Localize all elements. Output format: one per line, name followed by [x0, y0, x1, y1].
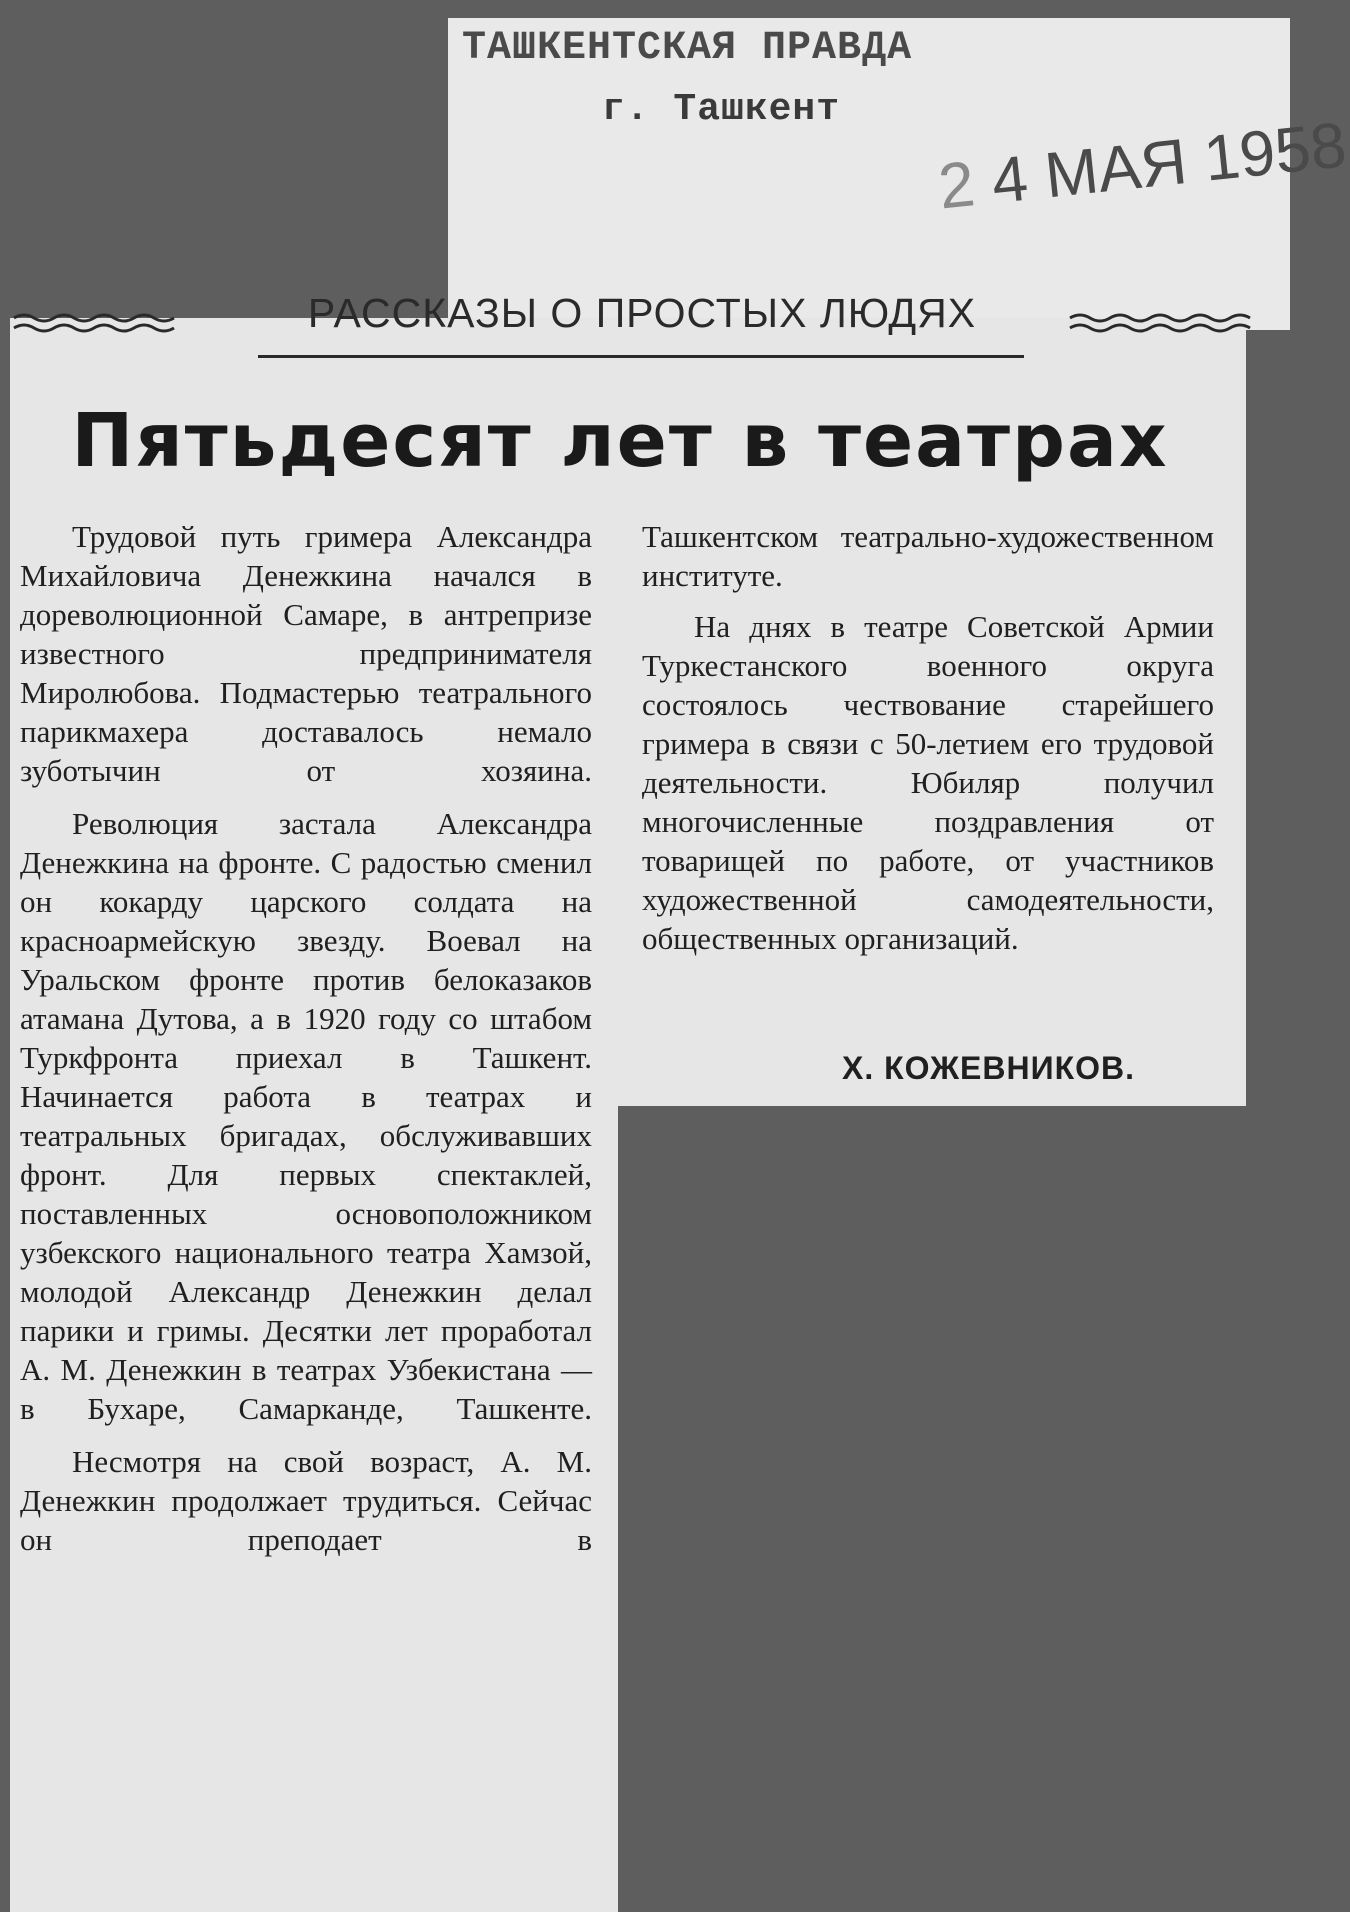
date-stamp-date: 4 МАЯ 1958 [988, 108, 1350, 218]
paragraph-1: Трудовой путь гримера Александра Михайловича Денежкина начался в дореволюционной Самаре, в антрепризе известного предпринимателя Миролюбова. Подмастерью театрального парикмахера доставалось немало зуботычин от хозяина. [20, 519, 592, 788]
paragraph-4: Ташкентском театрально-художественном институте. [642, 519, 1214, 593]
author-signature: Х. КОЖЕВНИКОВ. [842, 1050, 1136, 1086]
rubric-rule [258, 355, 1024, 358]
paragraph-5: На днях в театре Советской Армии Туркестанского военного округа состоялось чествование старейшего гримера в связи с 50-летием его трудовой деятельности. Юбиляр получил многочисленные поздравления от товарищей по работе, от участников художественной самодеятельности, общественных организаций. [642, 609, 1214, 956]
paragraph-3: Несмотря на свой возраст, А. М. Денежкин продолжает трудиться. Сейчас он преподает в [20, 1444, 592, 1557]
ornament-wave-left [14, 310, 174, 336]
date-stamp-prefix: 2 [935, 147, 979, 223]
right-column [642, 517, 1214, 970]
article-headline: Пятьдесят лет в театрах [71, 398, 1169, 484]
section-rubric: РАССКАЗЫ О ПРОСТЫХ ЛЮДЯХ [307, 290, 977, 336]
left-column [20, 517, 592, 1573]
city-stamp: г. Ташкент [602, 88, 841, 131]
newspaper-stamp: ТАШКЕНТСКАЯ ПРАВДА [462, 26, 913, 71]
ornament-wave-right [1070, 310, 1250, 336]
paragraph-2: Революция застала Александра Денежкина на фронте. С радостью сменил он кокарду царского солдата на красноармейскую звезду. Воевал на Уральском фронте против белоказаков атамана Дутова, а в 1920 году со штабом Туркфронта приехал в Ташкент. Начинается работа в театрах и театральных бригадах, обслуживавших фронт. Для первых спектаклей, поставленных основоположником узбекского национального театра Хамзой, молодой Александр Денежкин делал парики и гримы. Десятки лет проработал А. М. Денежкин в театрах Узбекистана — в Бухаре, Самарканде, Ташкенте. [20, 806, 592, 1426]
